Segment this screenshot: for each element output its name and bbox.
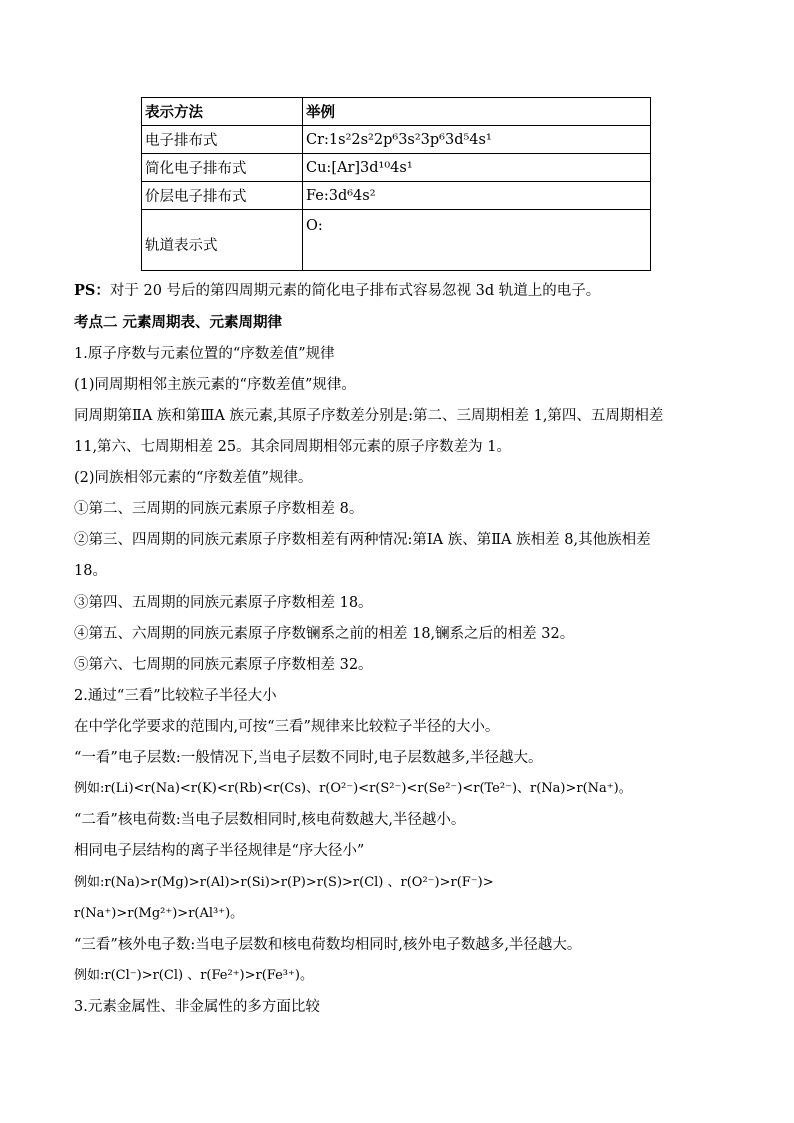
list-item: ④第五、六周期的同族元素原子序数镧系之前的相差 18,镧系之后的相差 32。 xyxy=(74,626,575,642)
table-row xyxy=(142,154,651,182)
paragraph: “一看”电子层数:一般情况下,当电子层数不同时,电子层数越多,半径越大。 xyxy=(74,750,543,766)
table-cell-method: 轨道表示式 xyxy=(142,210,303,271)
table-header-method: 表示方法 xyxy=(142,98,303,126)
table-header-row xyxy=(142,98,651,126)
example-line: 例如:r(Cl⁻)>r(Cl) 、r(Fe²⁺)>r(Fe³⁺)。 xyxy=(74,968,313,983)
list-item: ①第二、三周期的同族元素原子序数相差 8。 xyxy=(74,501,364,517)
paragraph: “三看”核外电子数:当电子层数和核电荷数均相同时,核外电子数越多,半径越大。 xyxy=(74,937,582,953)
list-item: ②第三、四周期的同族元素原子序数相差有两种情况:第ⅠA 族、第ⅡA 族相差 8,其他族相差 xyxy=(74,532,651,548)
table-cell-example: Cu:[Ar]3d¹⁰4s¹ xyxy=(303,154,651,182)
table-row xyxy=(142,182,651,210)
paragraph: 同周期第ⅡA 族和第ⅢA 族元素,其原子序数差分别是:第二、三周期相差 1,第四、五周期相差 xyxy=(74,408,664,424)
example-line: r(Na⁺)>r(Mg²⁺)>r(Al³⁺)。 xyxy=(74,906,244,921)
paragraph: 在中学化学要求的范围内,可按“三看”规律来比较粒子半径的大小。 xyxy=(74,719,500,735)
table-row xyxy=(142,210,651,271)
table-row xyxy=(142,126,651,154)
example-line: 例如:r(Li)<r(Na)<r(K)<r(Rb)<r(Cs)、r(O²⁻)<r(S²⁻)<r(Se²⁻)<r(Te²⁻)、r(Na)>r(Na⁺)。 xyxy=(74,781,632,796)
section-title: 考点二 元素周期表、元素周期律 xyxy=(74,314,283,331)
table-cell-example: Cr:1s²2s²2p⁶3s²3p⁶3d⁵4s¹ xyxy=(303,126,651,154)
paragraph: 18。 xyxy=(74,563,107,579)
table-header-example: 举例 xyxy=(303,98,651,126)
example-line: 例如:r(Na)>r(Mg)>r(Al)>r(Si)>r(P)>r(S)>r(Cl) 、r(O²⁻)>r(F⁻)> xyxy=(74,875,494,890)
paragraph: (2)同族相邻元素的“序数差值”规律。 xyxy=(74,470,313,486)
heading-1: 1.原子序数与元素位置的“序数差值”规律 xyxy=(74,346,335,362)
table-cell-method: 价层电子排布式 xyxy=(142,182,303,210)
ps-note xyxy=(74,281,754,301)
paragraph: 相同电子层结构的离子半径规律是“序大径小” xyxy=(74,843,365,859)
paragraph: (1)同周期相邻主族元素的“序数差值”规律。 xyxy=(74,377,356,393)
ps-text: 对于 20 号后的第四周期元素的简化电子排布式容易忽视 3d 轨道上的电子。 xyxy=(109,283,601,299)
table-cell-example: O: xyxy=(303,210,651,271)
heading-3: 3.元素金属性、非金属性的多方面比较 xyxy=(74,999,320,1015)
paragraph: 11,第六、七周期相差 25。其余同周期相邻元素的原子序数差为 1。 xyxy=(74,439,511,455)
list-item: ⑤第六、七周期的同族元素原子序数相差 32。 xyxy=(74,657,373,673)
paragraph: “二看”核电荷数:当电子层数相同时,核电荷数越大,半径越小。 xyxy=(74,812,466,828)
table-cell-example: Fe:3d⁶4s² xyxy=(303,182,651,210)
heading-2: 2.通过“三看”比较粒子半径大小 xyxy=(74,688,277,704)
table-cell-method: 电子排布式 xyxy=(142,126,303,154)
table-cell-method: 简化电子排布式 xyxy=(142,154,303,182)
electron-configuration-table xyxy=(141,97,651,271)
list-item: ③第四、五周期的同族元素原子序数相差 18。 xyxy=(74,595,373,611)
ps-label: PS： xyxy=(74,282,110,299)
